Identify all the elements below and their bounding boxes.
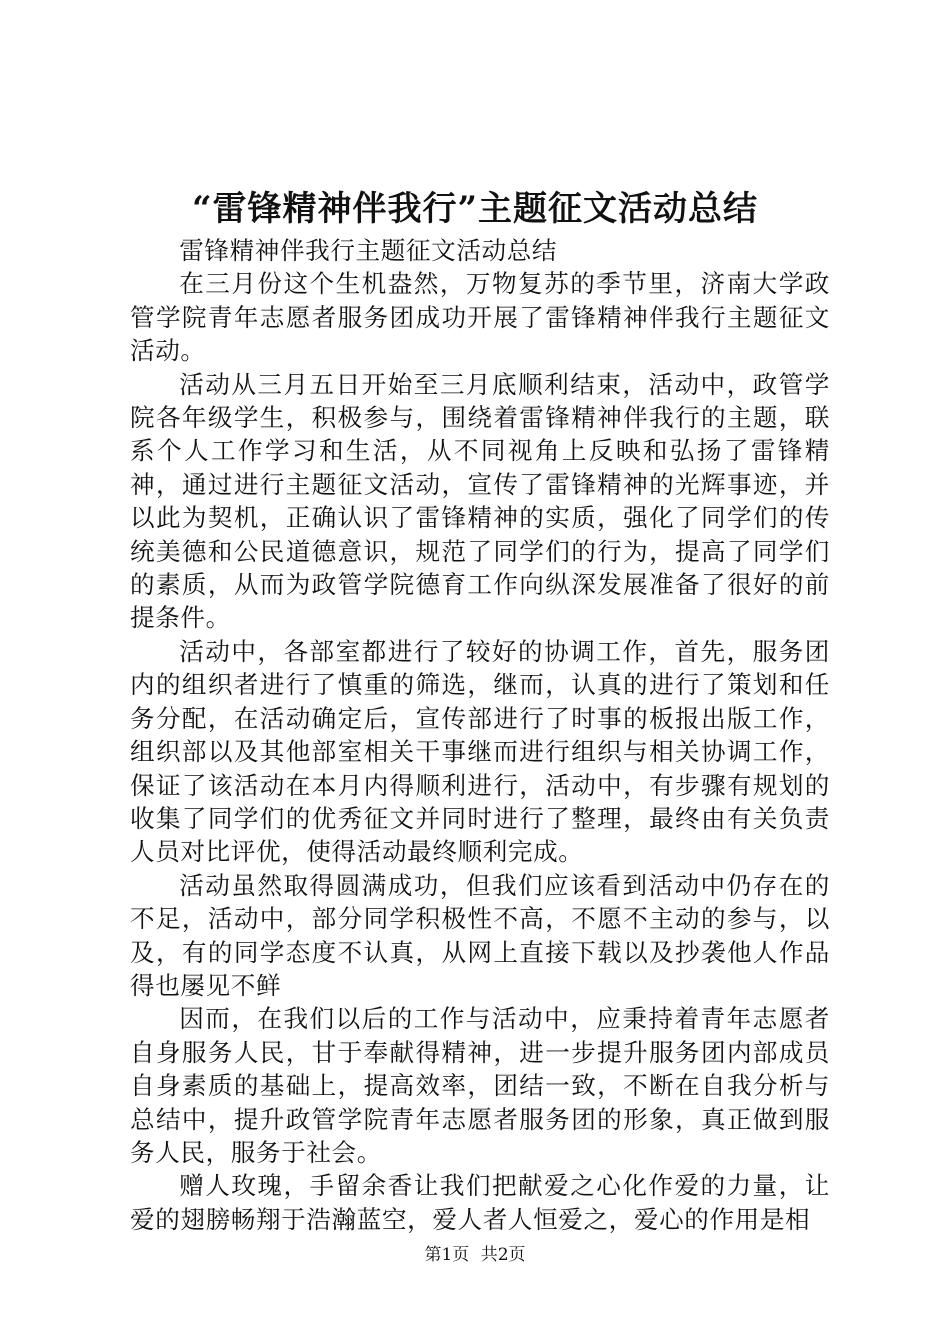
- page-number: 第1页: [424, 1245, 470, 1265]
- document-body: [130, 234, 830, 1236]
- paragraph: 因而，在我们以后的工作与活动中，应秉持着青年志愿者自身服务人民，甘于奉献得精神，进一步提升服务团内部成员自身素质的基础上，提高效率，团结一致，不断在自我分析与总结中，提升政管学院青年志愿者服务团的形象，真正做到服务人民，服务于社会。: [130, 1004, 830, 1167]
- document-title: “雷锋精神伴我行”主题征文活动总结: [191, 189, 759, 229]
- paragraph: 活动虽然取得圆满成功，但我们应该看到活动中仍存在的不足，活动中，部分同学积极性不高，不愿不主动的参与，以及，有的同学态度不认真，从网上直接下载以及抄袭他人作品得也屡见不鲜: [130, 870, 830, 1000]
- paragraph-subtitle: 雷锋精神伴我行主题征文活动总结: [179, 236, 558, 265]
- paragraph: 在三月份这个生机盎然，万物复苏的季节里，济南大学政管学院青年志愿者服务团成功开展了雷锋精神伴我行主题征文活动。: [130, 269, 830, 366]
- page-footer: [0, 1243, 950, 1267]
- paragraph: 活动中，各部室都进行了较好的协调工作，首先，服务团内的组织者进行了慎重的筛选，继而，认真的进行了策划和任务分配，在活动确定后，宣传部进行了时事的板报出版工作，组织部以及其他部室相关干事继而进行组织与相关协调工作，保证了该活动在本月内得顺利进行，活动中，有步骤有规划的收集了同学们的优秀征文并同时进行了整理，最终由有关负责人员对比评优，使得活动最终顺利完成。: [130, 636, 830, 867]
- paragraph: 活动从三月五日开始至三月底顺利结束，活动中，政管学院各年级学生，积极参与，围绕着雷锋精神伴我行的主题，联系个人工作学习和生活，从不同视角上反映和弘扬了雷锋精神，通过进行主题征文活动，宣传了雷锋精神的光辉事迹，并以此为契机，正确认识了雷锋精神的实质，强化了同学们的传统美德和公民道德意识，规范了同学们的行为，提高了同学们的素质，从而为政管学院德育工作向纵深发展准备了很好的前提条件。: [130, 369, 830, 633]
- page-total: 共2页: [480, 1245, 526, 1265]
- paragraph: 赠人玫瑰，手留余香让我们把献爱之心化作爱的力量，让爱的翅膀畅翔于浩瀚蓝空，爱人者人恒爱之，爱心的作用是相: [130, 1171, 830, 1234]
